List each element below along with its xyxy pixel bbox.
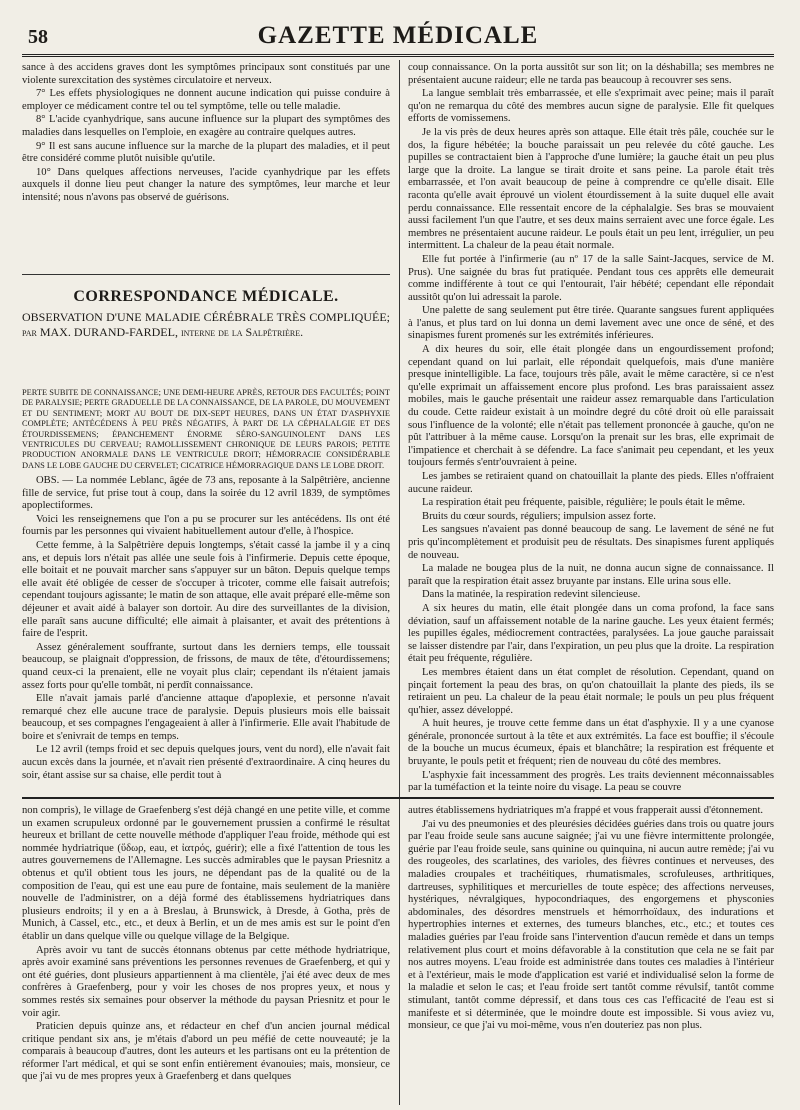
paragraph: Une palette de sang seulement put être tirée. Quarante sangsues furent appliquées à l'anus, et plus tard on lui donna un demi lavement avec une once de séné, et des sinapismes furent promenés sur les extrémités inférieures. xyxy=(408,305,774,342)
paragraph: Assez généralement souffrante, surtout dans les derniers temps, elle toussait beaucoup, se plaignait d'oppression, de frissons, de maux de tête, d'étourdissemens; quand ceux-ci la prenaient, elle ne voyait plus clair; cependant ils n'étaient jamais assez forts pour qu'elle tombât, ni perdît connaissance. xyxy=(22,641,390,691)
running-title: GAZETTE MÉDICALE xyxy=(257,22,539,49)
paragraph: Praticien depuis quinze ans, et rédacteur en chef d'un ancien journal médical critique pendant six ans, je m'étais d'abord un peu méfié de cette nouveauté; je la comparais à beaucoup d'autres, dont les auteurs et les partisans ont eu la prétention de réformer l'art médical, et qui se sont enfin entièrement évanouies; mais, monsieur, ce que j'ai vu de mes propres yeux à Graefenberg et dans quelques xyxy=(22,1021,390,1083)
paragraph: L'asphyxie fait incessamment des progrès. Les traits deviennent méconnaissables par la tuméfaction et la teinte noire du visage. La peau se couvre xyxy=(408,769,774,792)
paragraph: Dans la matinée, la respiration redevint silencieuse. xyxy=(422,589,641,601)
paragraph: coup connaissance. On la porta aussitôt sur son lit; on la déshabilla; ses membres ne présentaient aucune raideur; elle ne tarda pas beaucoup à recouvrer ses sens. xyxy=(408,62,774,86)
paragraph: Cette femme, à la Salpêtrière depuis longtemps, s'était cassé la jambe il y a cinq ans, et depuis lors n'était pas allée une seule fois à l'infirmerie. Depuis cette époque, elle boitait et ne pouvait marcher sans s'appuyer sur un bâton. Depuis quelque temps elle avait été obligée de cesser de s'occuper à tricoter, comme elle faisait autrefois; cependant toujours agissante; le matin de son attaque, elle avait préparé elle-même son déjeuner et avait aidé à balayer son dortoir. Au dire des surveillantes de la division, elle paraît sans aucune difficulté; elle aimait à plaisanter, et avait des prétentions à faire de l'esprit. xyxy=(22,539,390,640)
paragraph: Elle fut portée à l'infirmerie (au nº 17 de la salle Saint-Jacques, service de M. Prus). Une saignée du bras fut pratiquée. Pendant tous ces apprêts elle demeurait comme indifférente à tout ce qui l'entourait, l'air hébété; cependant elle répondait aussitôt qu'on lui adressait la parole. xyxy=(408,253,774,303)
observation-title: OBSERVATION D'UNE MALADIE CÉRÉBRALE TRÈS COMPLIQUÉE; par MAX. DURAND-FARDEL, interne de la Salpêtrière. xyxy=(22,310,390,339)
page-number: 58 xyxy=(28,26,48,48)
paragraph: Le 12 avril (temps froid et sec depuis quelques jours, vent du nord), elle n'avait fait aucun excès dans la journée, et n'avait rien présenté d'extraordinaire. A cinq heures du soir, étant assise sur sa chaise, elle perdit tout à xyxy=(22,744,390,781)
paragraph: Les membres étaient dans un état complet de résolution. Cependant, quand on pinçait fortement la peau des bras, on qu'on chatouillait la plante des pieds, ils se retiraient un peu. La chaleur de la peau était normale; le pouls un peu plus fréquent qu'hier, assez développé. xyxy=(408,666,774,716)
paragraph: sance à des accidens graves dont les symptômes principaux sont constitués par une violente surexcitation des systèmes circulatoire et nerveux. xyxy=(22,62,390,86)
paragraph: 7° Les effets physiologiques ne donnent aucune indication qui puisse conduire à employer ce médicament contre tel ou tel symptôme, telle ou telle maladie. xyxy=(22,88,390,112)
paragraph: Les sangsues n'avaient pas donné beaucoup de sang. Le lavement de séné ne fut pris qu'incomplètement et produisit peu de résultats. Des sinapismes furent appliqués de nouveau. xyxy=(408,524,774,561)
masthead xyxy=(22,20,774,50)
paragraph: Bruits du cœur sourds, réguliers; impulsion assez forte. xyxy=(422,510,656,522)
paragraph: A dix heures du soir, elle était plongée dans un engourdissement profond; cependant quand on lui parlait, elle répondait quelquefois, mais d'une manière presque inintelligible. La face, toujours très pâle, avait le même caractère, si ce n'est qu'elle exprimait un affaissement encore plus profond. Les bras paraissaient assez mobiles, mais le gauche présentait une raideur assez remarquable dans l'articulation du coude. Cette raideur existait à un moindre degré du côté droit où elle paraissait sous l'influence de la volonté; elle n'était pas tellement prononcée à gauche, qu'on ne pût l'attribuer à la même cause. Lorsqu'on la prenait sur les bras, elle exprimait de l'impatience et cherchait à se défendre. La face s'animait peu cependant, et les yeux toujours fermés s'entr'ouvraient à peine. xyxy=(408,344,774,469)
feuilleton-divider xyxy=(22,797,774,799)
case-summary: PERTE SUBITE DE CONNAISSANCE; UNE DEMI-HEURE APRÈS, RETOUR DES FACULTÉS; POINT DE PARALYSIE; PERTE GRADUELLE DE LA CONNAISSANCE, DE LA PAROLE, DU MOUVEMENT ET DU SENTIMENT; MORT AU BOUT DE DIX-SEPT HEURES, DANS UN ÉTAT D'ASPHYXIE COMPLÈTE; ANTÉCÉDENS À PEU PRÈS NÉGATIFS, À PART DE LA CÉPHALALGIE ET DES ÉTOURDISSEMENS; ÉPANCHEMENT ÉNORME SÉRO-SANGUINOLENT DANS LES VENTRICULES DU CERVEAU; RAMOLLISSEMENT CHRONIQUE DE LEURS PAROIS; PETITE PRODUCTION ANORMALE DANS LE VENTRICULE DROIT; HÉMORRACIE CONSIDÉRABLE DANS LE LOBE GAUCHE DU CERVELET; CICATRICE HÉMORRAGIQUE DANS LE LOBE DROIT. xyxy=(22,388,390,470)
observation-body xyxy=(22,475,390,793)
paragraph: 9° Il est sans aucune influence sur la marche de la plupart des maladies, et il peut être considéré comme plutôt nuisible qu'utile. xyxy=(22,140,390,165)
paragraph: non compris), le village de Graefenberg s'est déjà changé en une petite ville, et comme un examen scrupuleux ordonné par le gouvernement prussien a confirmé le résultat heureux et brillant de cette nouvelle méthode d'appliquer l'eau froide, méthode qui est nommée hydriatrique (ὕδωρ, eau, et ἰατρός, guérir); elle a fixé l'attention de tous les autres gouvernemens de l'Allemagne. Les succès admirables que le paysan Priesnitz a obtenus et qu'il obtient tous les jours, ne dépendant pas de la qualité ou de la composition de l'eau, qui est une eau pure de fontaine, mais seulement de la manière nouvelle de l'administrer, on a déjà formé des établissemens hydriatriques dans plusieurs endroits; il y en a à Breslau, à Brunswick, à Dresde, à Gotha, près de Munich, à Cassel, etc., etc., et deux à Berlin, et un de mes amis est sur le point d'en établir un dans quelque ville ou quelque village de la Belgique. xyxy=(22,805,390,942)
feuilleton-left xyxy=(22,805,390,1105)
paragraph: Voici les renseignemens que l'on a pu se procurer sur les antécédens. Ils ont été fournis par les personnes qui vivaient habituellement autour d'elle, à l'hospice. xyxy=(22,513,390,538)
paragraph: Elle n'avait jamais parlé d'ancienne attaque d'apoplexie, et personne n'avait remarqué chez elle aucune trace de paralysie. Depuis plusieurs mois elle baissait beaucoup, et ses compagnes l'engageaient à aller à l'infirmerie. Elle avait l'habitude de boire et s'enivrait de temps en temps. xyxy=(22,693,390,742)
section-divider xyxy=(22,274,390,275)
paragraph: Je la vis près de deux heures après son attaque. Elle était très pâle, couchée sur le dos, la figure hébétée; la bouche paraissait un peu relevée du côté gauche. Les pupilles se contractaient bien à l'approche d'une lumière; la gauche était un peu plus large que la droite. La langue se tirait droite et sans peine. La parole était très embarrassée, et l'on avait beaucoup de peine à comprendre ce qu'elle disait. Elle raconta qu'elle avait éprouvé un violent étourdissement à la suite duquel elle avait perdu connaissance. Elle ressentait encore de la céphalalgie. Ses bras se mouvaient aussi facilement l'un que l'autre, et ses deux mains serraient avec une force égale. Les membres ne présentaient aucune raideur. Le pouls était un peu lent, irrégulier, un peu intermittent. La chaleur de la peau était normale. xyxy=(408,126,774,252)
paragraph: 10° Dans quelques affections nerveuses, l'acide cyanhydrique par les effets auxquels il donne lieu peut changer la nature des symptômes, leur marche et leur intensité; nous n'avons pas observé de guérisons. xyxy=(22,166,390,203)
paragraph: autres établissemens hydriatriques m'a frappé et vous frapperait aussi d'étonnement. xyxy=(408,805,764,816)
paragraph: Les jambes se retiraient quand on chatouillait la plante des pieds. Elles n'offraient aucune raideur. xyxy=(408,471,774,495)
section-heading: CORRESPONDANCE MÉDICALE. xyxy=(73,288,339,305)
paragraph: 8° L'acide cyanhydrique, sans aucune influence sur la plupart des symptômes des maladies dans lesquelles on l'emploie, en exagère au contraire quelques autres. xyxy=(22,114,390,138)
paragraph: La respiration était peu fréquente, paisible, régulière; le pouls était le même. xyxy=(422,497,745,509)
paragraph: Après avoir vu tant de succès étonnans obtenus par cette méthode hydriatrique, après avoir examiné sans préventions les personnes revenues de Graefenberg, et qui y ont été guéries, dont plusieurs appartiennent à ma clientèle, j'ai été avec deux de mes confrères à Graefenberg, pour y voir les choses de nos propres yeux, et nous y sommes restés six semaines pour observer la méthode du paysan Priesnitz et pour le voir agir. xyxy=(22,944,390,1019)
paragraph: A huit heures, je trouve cette femme dans un état d'asphyxie. Il y a une cyanose générale, prononcée surtout à la tête et aux extrémités. La face est bouffie; il s'écoule de la bouche un mucus écumeux, épais et blanchâtre; la respiration est fréquente et bruyante, le pouls petit et fréquent; rien de nouveau du côté des membres. xyxy=(408,718,774,768)
paragraph: La malade ne bougea plus de la nuit, ne donna aucun signe de connaissance. Il paraît que la respiration était assez bruyante par instans. Elle urina sous elle. xyxy=(408,563,774,587)
right-column-top xyxy=(408,62,774,792)
feuilleton-right xyxy=(408,805,774,1105)
paragraph: J'ai vu des pneumonies et des pleurésies décidées guéries dans trois ou quatre jours par l'eau froide seule sans aucune saignée; j'ai vu une fièvre intermittente prolongée, guérie par l'eau froide seule, sans quinine ou quinquina, ni aucun autre remède; j'ai vu des rougeoles, des scarlatines, des varioles, des fièvres continues et nerveuses, des maladies croupales et trachéitiques, rhumatismales, scrofuleuses, arthritiques, dartreuses, syphilitiques et mercurielles de toute espèce; des affections nerveuses, hystériques, névralgiques, hypocondriaques, des engorgemens et physconies abdominales, des désordres menstruels et hémorrhoïdaux, des indurations et hypertrophies internes et externes, des tumeurs blanches, etc., etc.; et toutes ces maladies guéries par l'eau froide sans l'intervention d'aucun remède et dans un temps relativement plus court et moins défavorable à la constitution que cela ne se fait par nos autres moyens. L'eau froide est administrée dans toutes ces maladies à l'intérieur et à l'extérieur, mais le mode d'application est varié et individualisé selon la forme de la maladie et selon le cas; et l'eau froide sert tantôt comme révulsif, tantôt comme stimulant, tantôt comme dépressif, et dans tous ces cas l'efficacité de l'eau est si manifeste et si déterminée, que le moindre doute est impossible. Si vous aviez vu, monsieur, ce que j'ai vu moi-même, vous n'en douteriez pas non plus. xyxy=(408,818,774,1032)
paragraph: A six heures du matin, elle était plongée dans un coma profond, la face sans déviation, sauf un affaissement notable de la narine gauche. Les yeux étaient fermés; les pupilles égales, médiocrement contractées, paralysées. La joue gauche paraissait se laisser distendre par l'air, dans l'expiration, un peu plus que la droite. La respiration était peu fréquente, régulière. xyxy=(408,602,774,665)
left-column-top xyxy=(22,62,390,272)
column-rule xyxy=(399,60,400,1105)
paragraph: La langue semblait très embarrassée, et elle s'exprimait avec peine; mais il paraît qu'on ne remarqua du côté des membres aucun signe de paralysie. Elle fit quelques efforts de vomissemens. xyxy=(408,88,774,125)
paragraph: OBS. — La nommée Leblanc, âgée de 73 ans, reposante à la Salpêtrière, ancienne fille de service, fut prise tout à coup, dans la soirée du 12 avril 1839, de symptômes apoplectiformes. xyxy=(22,475,390,512)
header-rule xyxy=(22,54,774,57)
